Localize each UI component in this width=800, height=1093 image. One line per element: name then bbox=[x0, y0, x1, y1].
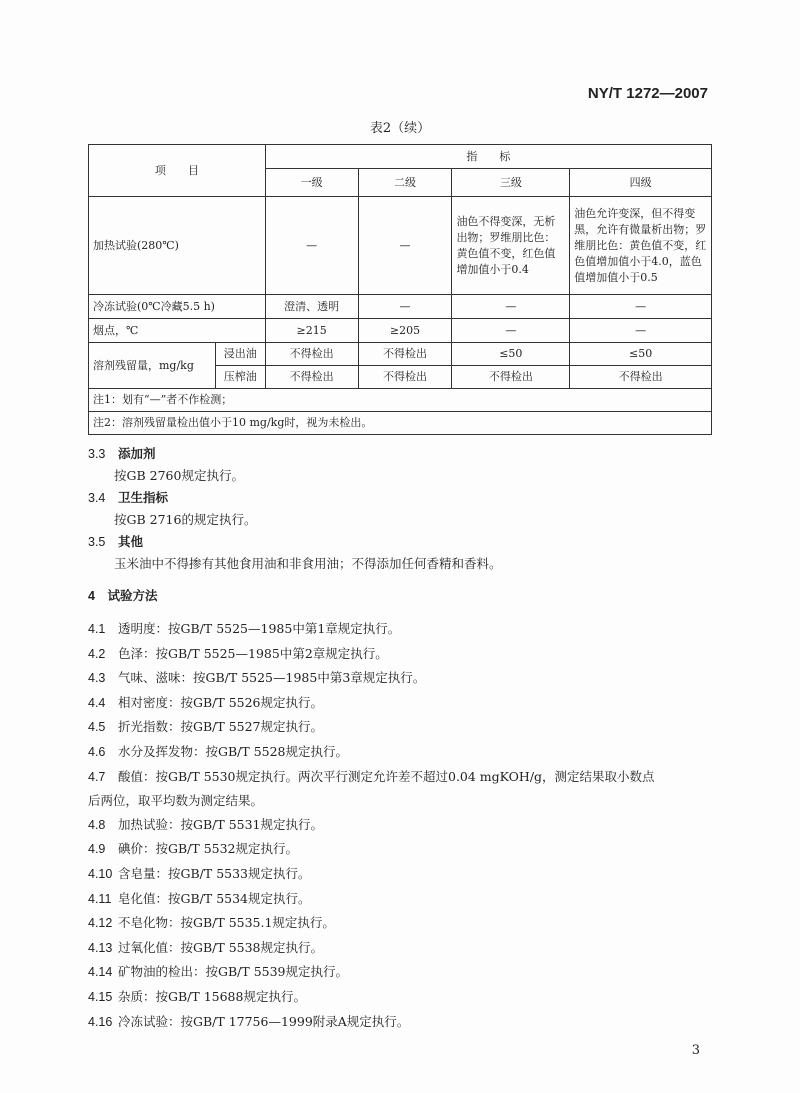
test-method-item: 4.9 碘价：按GB/T 5532规定执行。 bbox=[88, 841, 299, 857]
row-label: 冷冻试验(0℃冷藏5.5 h) bbox=[89, 295, 266, 319]
cell: — bbox=[570, 319, 712, 343]
grade-2: 二级 bbox=[358, 169, 452, 197]
paragraph: 玉米油中不得掺有其他食用油和非食用油；不得添加任何香精和香料。 bbox=[114, 556, 502, 571]
page-number: 3 bbox=[691, 1043, 700, 1059]
cell: — bbox=[570, 295, 712, 319]
cell: 不得检出 bbox=[452, 366, 570, 389]
cell: 澄清、透明 bbox=[265, 295, 358, 319]
test-method-item: 4.7 酸值：按GB/T 5530规定执行。两次平行测定允许差不超过0.04 mgKOH/g，测定结果取小数点 bbox=[88, 768, 655, 784]
test-method-item: 4.14 矿物油的检出：按GB/T 5539规定执行。 bbox=[88, 964, 349, 980]
grade-4: 四级 bbox=[570, 169, 712, 197]
sub-label: 压榨油 bbox=[215, 366, 265, 389]
cell: 油色不得变深，无析出物；罗维朋比色：黄色值不变，红色值增加值小于0.4 bbox=[452, 197, 570, 295]
grade-3: 三级 bbox=[452, 169, 570, 197]
test-method-item: 4.4 相对密度：按GB/T 5526规定执行。 bbox=[88, 694, 324, 710]
test-method-item: 4.15 杂质：按GB/T 15688规定执行。 bbox=[88, 988, 306, 1004]
section-heading: 3.3 添加剂 bbox=[88, 447, 156, 461]
table-row bbox=[89, 319, 712, 343]
cell: — bbox=[452, 319, 570, 343]
test-method-item: 4.3 气味、滋味：按GB/T 5525—1985中第3章规定执行。 bbox=[88, 670, 426, 686]
body-text bbox=[88, 443, 728, 1034]
test-method-item: 4.10 含皂量：按GB/T 5533规定执行。 bbox=[88, 865, 311, 881]
section-heading: 3.5 其他 bbox=[88, 535, 144, 549]
cell: 油色允许变深，但不得变黑，允许有微量析出物；罗维朋比色：黄色值不变，红色值增加值小于4.0，蓝色值增加值小于0.5 bbox=[570, 197, 712, 295]
cell: — bbox=[265, 197, 358, 295]
cell: 不得检出 bbox=[358, 366, 452, 389]
test-method-item: 4.11 皂化值：按GB/T 5534规定执行。 bbox=[88, 890, 311, 906]
header-item: 项 目 bbox=[89, 145, 266, 197]
paragraph: 按GB 2760规定执行。 bbox=[114, 468, 244, 483]
table-row bbox=[89, 197, 712, 295]
cell: — bbox=[452, 295, 570, 319]
table-row bbox=[89, 343, 712, 366]
cell: ≤50 bbox=[570, 343, 712, 366]
sub-label: 浸出油 bbox=[215, 343, 265, 366]
test-method-item: 4.8 加热试验：按GB/T 5531规定执行。 bbox=[88, 816, 324, 832]
section-heading: 3.4 卫生指标 bbox=[88, 491, 169, 505]
test-method-item: 4.12 不皂化物：按GB/T 5535.1规定执行。 bbox=[88, 915, 335, 931]
standard-number: NY/T 1272—2007 bbox=[587, 85, 708, 102]
cell: 不得检出 bbox=[570, 366, 712, 389]
test-method-item: 4.16 冷冻试验：按GB/T 17756—1999附录A规定执行。 bbox=[88, 1013, 410, 1029]
grade-1: 一级 bbox=[265, 169, 358, 197]
cell: 不得检出 bbox=[265, 366, 358, 389]
test-method-item: 4.2 色泽：按GB/T 5525—1985中第2章规定执行。 bbox=[88, 645, 388, 661]
row-label: 溶剂残留量，mg/kg bbox=[89, 343, 216, 389]
cell: 不得检出 bbox=[358, 343, 452, 366]
cell: 不得检出 bbox=[265, 343, 358, 366]
row-label: 烟点，℃ bbox=[89, 319, 266, 343]
table-row bbox=[89, 295, 712, 319]
cell: ≥205 bbox=[358, 319, 452, 343]
cell: — bbox=[358, 295, 452, 319]
spec-table bbox=[88, 144, 712, 435]
table-caption: 表2（续） bbox=[369, 121, 431, 136]
cell: ≤50 bbox=[452, 343, 570, 366]
table-note: 注1：划有“—”者不作检测； bbox=[89, 389, 712, 412]
chapter-heading: 4 试验方法 bbox=[88, 589, 158, 603]
cell: — bbox=[358, 197, 452, 295]
header-index: 指 标 bbox=[265, 145, 711, 169]
paragraph: 按GB 2716的规定执行。 bbox=[114, 512, 257, 527]
test-method-item: 4.5 折光指数：按GB/T 5527规定执行。 bbox=[88, 719, 324, 735]
test-method-item: 4.1 透明度：按GB/T 5525—1985中第1章规定执行。 bbox=[88, 621, 401, 636]
row-label: 加热试验(280℃) bbox=[89, 197, 266, 295]
table-note: 注2：溶剂残留量检出值小于10 mg/kg时，视为未检出。 bbox=[89, 412, 712, 435]
cell: ≥215 bbox=[265, 319, 358, 343]
test-method-item: 4.13 过氧化值：按GB/T 5538规定执行。 bbox=[88, 939, 324, 955]
test-method-item: 4.6 水分及挥发物：按GB/T 5528规定执行。 bbox=[88, 743, 349, 759]
test-method-item-cont: 后两位，取平均数为测定结果。 bbox=[88, 793, 264, 809]
